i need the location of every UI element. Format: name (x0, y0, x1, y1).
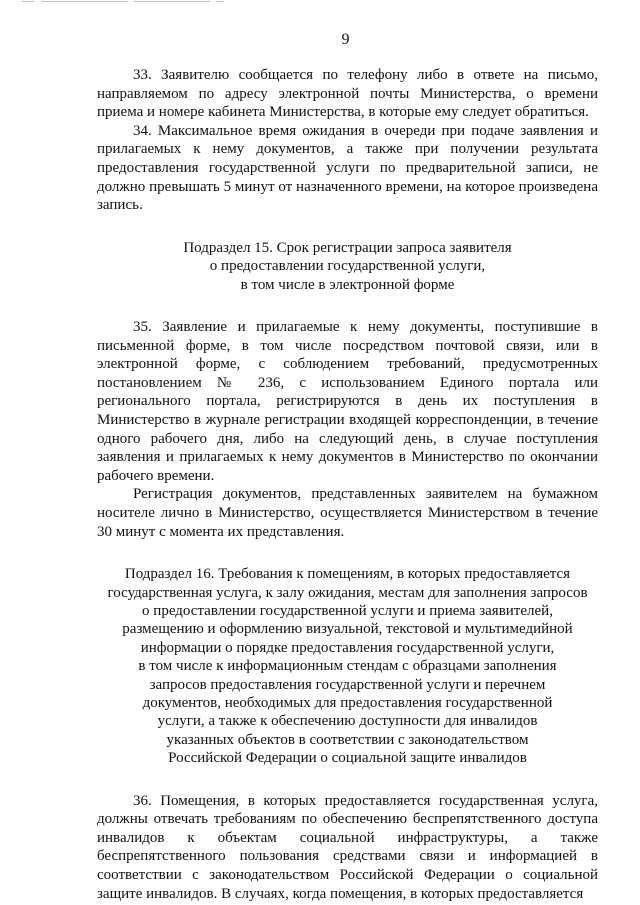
heading-line: информации о порядке предоставления государственной услуги, (140, 639, 555, 656)
paragraph-33: 33. Заявителю сообщается по телефону либо в ответе на письмо, направляемом по адресу электронной почты Министерства, о времени приема и номере кабинета Министерства, в которые ему следует обратиться. (97, 67, 598, 121)
heading-line: услуги, а также к обеспечению доступности для инвалидов (157, 713, 538, 730)
heading-line: в том числе к информационным стендам с образцами заполнения (138, 658, 557, 675)
paragraph-35: 35. Заявление и прилагаемые к нему документы, поступившие в письменной форме, в том числе посредством почтовой связи, или в электронной форме, с соблюдением требований, предусмотренных постановлением № 236, с использованием Единого портала или регионального портала, регистрируются в день их поступления в Министерство в журнале регистрации входящей корреспонденции, в течение одного рабочего дня, либо на следующий день, в случае поступления заявления и прилагаемых к нему документов в Министерство по окончании рабочего времени. (97, 318, 598, 484)
heading-line: документов, необходимых для предоставления государственной (142, 694, 553, 711)
heading-line: о предоставлении государственной услуги, (209, 258, 486, 275)
heading-line: государственная услуга, к залу ожидания, местам для заполнения запросов (107, 584, 588, 601)
paragraph-34: 34. Максимальное время ожидания в очереди при подаче заявления и прилагаемых к нему документов, а также при получении результата предоставления государственной услуги по предварительной записи, не должно превышать 5 минут от назначенного времени, на которое произведена запись. (97, 122, 598, 214)
heading-line: о предоставлении государственной услуги и приема заявителей, (142, 602, 553, 619)
heading-line: запросов предоставления государственной услуги и перечнем (149, 676, 546, 693)
paragraph-36: 36. Помещения, в которых предоставляется государственная услуга, должны отвечать требованиям по обеспечению беспрепятственного доступа инвалидов к объектам социальной инфраструктуры, а также беспрепятственного пользования средствами связи и информацией в соответствии с законодательством Российской Федерации о социальной защите инвалидов. В случаях, когда помещения, в которых предоставляется (97, 792, 598, 902)
heading-line: указанных объектов в соответствии с законодательством (166, 731, 529, 748)
subsection-15-heading (97, 239, 598, 294)
document-page (97, 30, 598, 903)
heading-line: Подраздел 15. Срок регистрации запроса заявителя (183, 239, 512, 256)
heading-line: Подраздел 16. Требования к помещениям, в которых предоставляется (124, 566, 571, 583)
subsection-16-heading (97, 565, 598, 767)
heading-line: Российской Федерации о социальной защите инвалидов (168, 750, 527, 767)
paragraph-registration: Регистрация документов, представленных заявителем на бумажном носителе лично в Министерство, осуществляется Министерством в течение 30 минут с момента их представления. (97, 486, 598, 540)
heading-line: размещению и оформлению визуальной, текстовой и мультимедийной (122, 621, 573, 638)
heading-line: в том числе в электронной форме (240, 276, 455, 293)
page-number: 9 (341, 31, 350, 48)
